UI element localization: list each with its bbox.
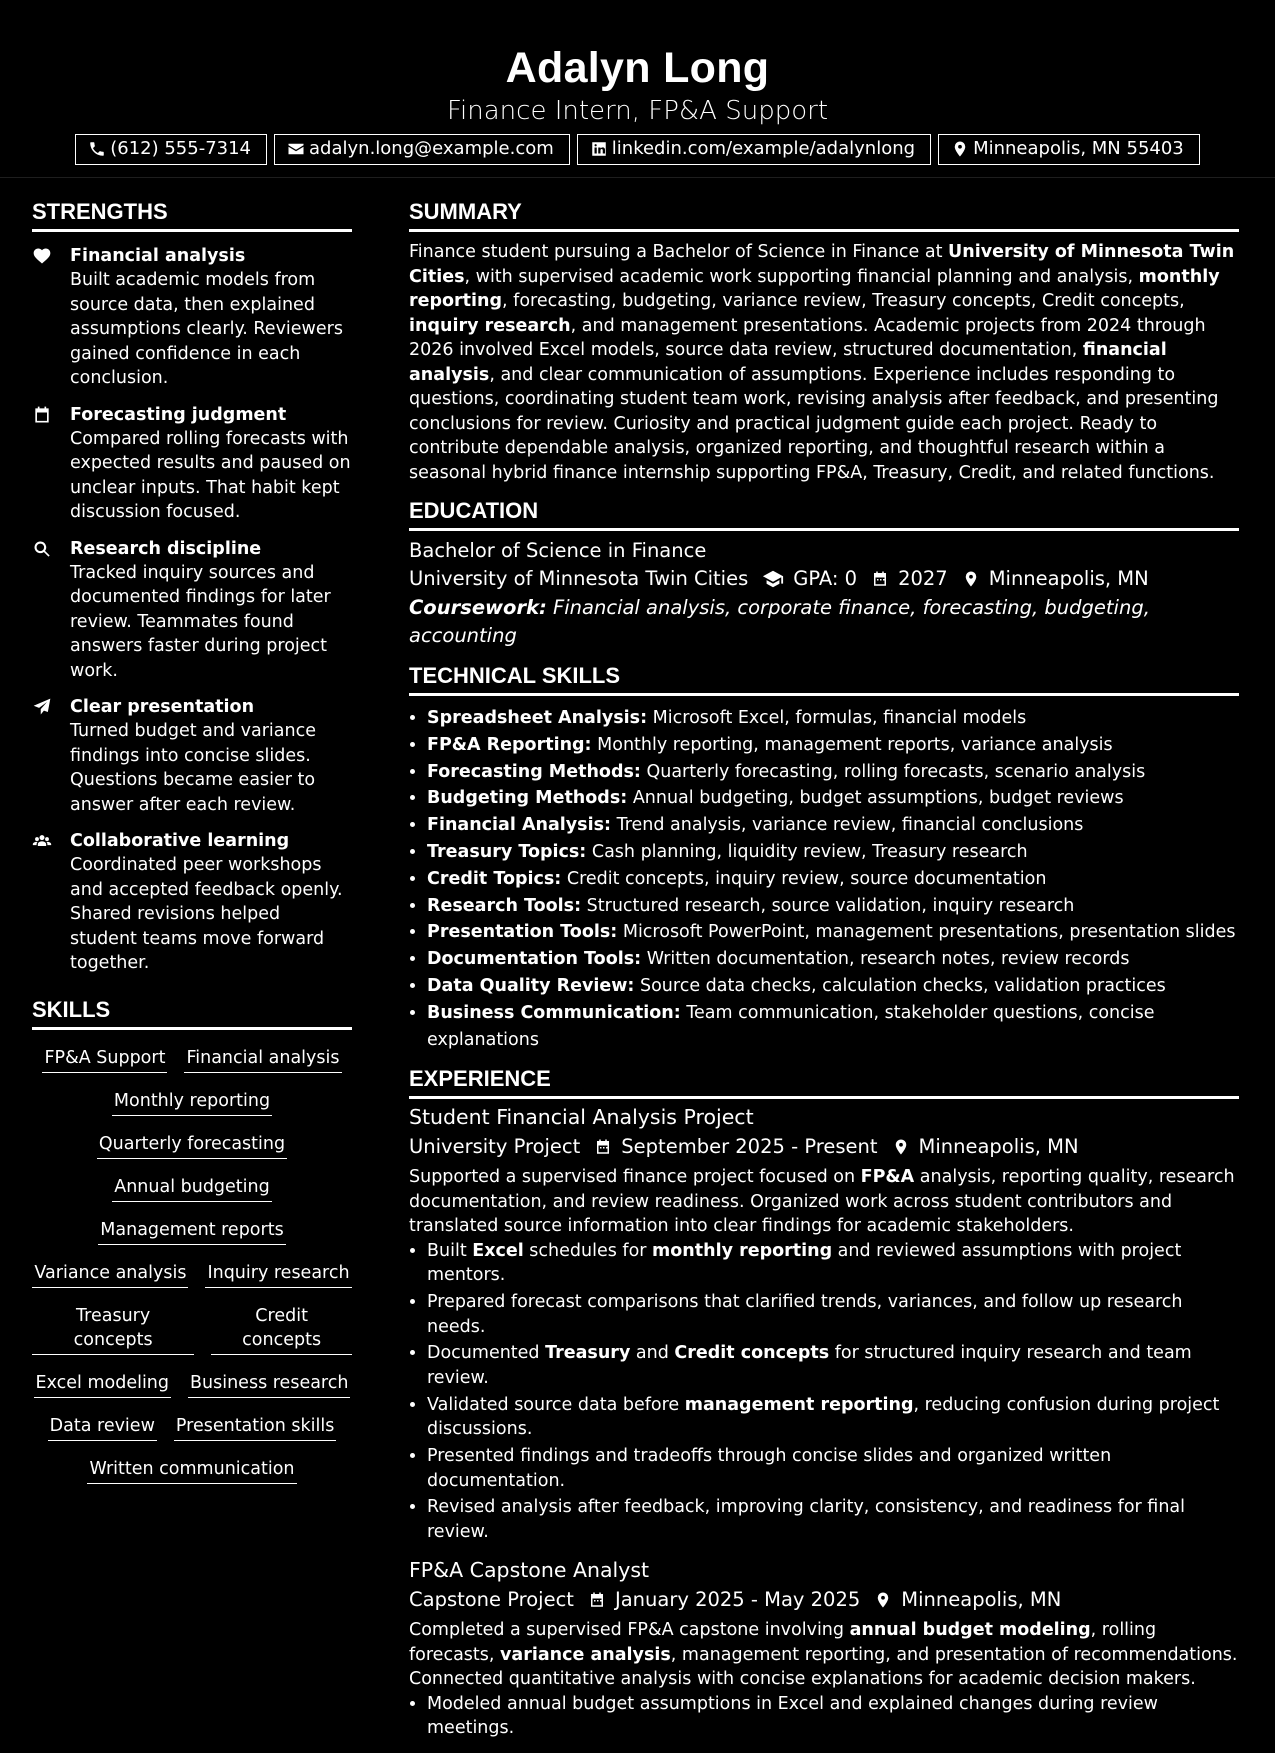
- graduation-year: 2027: [898, 567, 948, 590]
- strength-description: Compared rolling forecasts with expected results and paused on unclear inputs. That habit kept discussion focused.: [70, 428, 351, 522]
- technical-skill-item: [427, 893, 1239, 920]
- job-bullet: • Modeled annual budget assumptions in Excel and explained changes during review meetings.: [427, 1692, 1239, 1741]
- job-org: University Project: [409, 1135, 581, 1159]
- technical-skill-values: Microsoft PowerPoint, management presentations, presentation slides: [622, 922, 1236, 943]
- skill-row: [32, 1261, 352, 1288]
- job-bullet: • Built Excel schedules for monthly reporting and reviewed assumptions with project mentors.: [427, 1239, 1239, 1288]
- technical-skill-values: Cash planning, liquidity review, Treasury research: [591, 841, 1028, 862]
- job-bullets: [409, 1239, 1239, 1544]
- linkedin-contact[interactable]: [577, 134, 931, 165]
- contact-bar: [0, 134, 1275, 165]
- coursework-text: Financial analysis, corporate finance, forecasting, budgeting, accounting: [409, 596, 1150, 647]
- skill-tag: Presentation skills: [174, 1414, 336, 1441]
- strength-title: Financial analysis: [70, 246, 246, 266]
- skill-tag: Written communication: [87, 1457, 296, 1484]
- technical-skill-item: [427, 973, 1239, 1000]
- technical-skill-item: [427, 866, 1239, 893]
- technical-skill-category: Documentation Tools:: [427, 949, 642, 970]
- technical-skill-category: Credit Topics:: [427, 868, 562, 889]
- heart-icon: [32, 244, 56, 391]
- school: University of Minnesota Twin Cities: [409, 567, 749, 590]
- skill-tag: Credit concepts: [211, 1304, 352, 1355]
- job-bullet: • Documented Treasury and Credit concepts for structured inquiry research and team review.: [427, 1341, 1239, 1390]
- paper-plane-icon: [32, 695, 56, 817]
- technical-skill-category: Research Tools:: [427, 895, 582, 916]
- phone-contact[interactable]: [75, 134, 267, 165]
- job-description: Supported a supervised finance project focused on FP&A analysis, reporting quality, research documentation, and review readiness. Organized work across student contributors and translated source information into clear findings for academic stakeholders.: [409, 1167, 1235, 1237]
- email-text: adalyn.long@example.com: [309, 138, 554, 159]
- coursework: [409, 594, 1239, 650]
- strength-description: Turned budget and variance findings into concise slides. Questions became easier to answer after each review.: [70, 721, 316, 815]
- phone-icon: [88, 140, 106, 158]
- skill-row: [32, 1457, 352, 1484]
- calendar-icon: [594, 1138, 612, 1156]
- technical-skills-heading: TECHNICAL SKILLS: [409, 662, 1239, 696]
- calendar-icon: [588, 1591, 606, 1609]
- skill-tag: Quarterly forecasting: [97, 1132, 287, 1159]
- skill-row: [32, 1046, 352, 1073]
- coursework-label: Coursework:: [409, 596, 547, 619]
- map-pin-icon: [962, 570, 980, 588]
- technical-skill-item: [427, 839, 1239, 866]
- technical-skill-values: Structured research, source validation, inquiry research: [586, 895, 1075, 916]
- strength-description: Built academic models from source data, then explained assumptions clearly. Reviewers gained confidence in each conclusion.: [70, 270, 343, 388]
- technical-skill-category: FP&A Reporting:: [427, 734, 592, 755]
- job-bullet: • Revised analysis after feedback, improving clarity, consistency, and readiness for final review.: [427, 1495, 1239, 1544]
- skill-row: [32, 1414, 352, 1441]
- job-bullet: • Prepared forecast comparisons that clarified trends, variances, and follow up research needs.: [427, 1290, 1239, 1339]
- strength-title: Research discipline: [70, 538, 262, 559]
- search-icon: [32, 537, 56, 684]
- technical-skill-category: Data Quality Review:: [427, 975, 635, 996]
- email-contact[interactable]: [274, 134, 570, 165]
- technical-skill-values: Team communication, stakeholder questions, concise explanations: [427, 1002, 1155, 1050]
- location-text: Minneapolis, MN 55403: [973, 138, 1184, 159]
- map-pin-icon: [874, 1591, 892, 1609]
- candidate-name: Adalyn Long: [505, 44, 770, 92]
- job-location: Minneapolis, MN: [901, 1588, 1062, 1612]
- envelope-icon: [287, 140, 305, 158]
- candidate-title: Finance Intern, FP&A Support: [446, 96, 829, 126]
- technical-skill-values: Credit concepts, inquiry review, source documentation: [566, 868, 1047, 889]
- skill-tag: Business research: [188, 1371, 350, 1398]
- skills-list: [32, 1042, 352, 1484]
- job-title: FP&A Capstone Analyst: [409, 1558, 650, 1583]
- strength-item: [32, 695, 352, 817]
- experience-item: [409, 1103, 1239, 1544]
- users-icon: [32, 829, 56, 976]
- skill-row: [32, 1175, 352, 1202]
- location-contact: [938, 134, 1200, 165]
- technical-skill-values: Microsoft Excel, formulas, financial models: [652, 708, 1027, 728]
- summary-text: Finance student pursuing a Bachelor of Science in Finance at University of Minnesota Twin Cities, with supervised academic work supporting financial planning and analysis, monthly reporting, forecasting, budgeting, variance review, Treasury concepts, Credit concepts, inquiry research, and management presentations. Academic projects from 2024 through 2026 involved Excel models, source data review, structured documentation, financial analysis, and clear communication of assumptions. Experience includes responding to questions, coordinating student team work, revising analysis after feedback, and presenting conclusions for review. Curiosity and practical judgment guide each project. Ready to contribute dependable analysis, organized reporting, and thoughtful research within a seasonal hybrid finance internship supporting FP&A, Treasury, Credit, and related functions.: [409, 242, 1235, 483]
- job-bullet: • Presented findings and tradeoffs through concise slides and organized written documentation.: [427, 1444, 1239, 1493]
- skill-tag: Monthly reporting: [112, 1089, 272, 1116]
- strength-item: [32, 244, 352, 391]
- technical-skills-list: [409, 705, 1239, 1053]
- technical-skill-category: Spreadsheet Analysis:: [427, 708, 648, 728]
- strength-item: [32, 403, 352, 525]
- job-bullets: [409, 1692, 1239, 1741]
- technical-skill-values: Source data checks, calculation checks, validation practices: [639, 975, 1166, 996]
- summary-heading: SUMMARY: [409, 198, 1239, 232]
- technical-skill-category: Presentation Tools:: [427, 922, 618, 943]
- left-column: [32, 198, 352, 1753]
- technical-skill-item: [427, 732, 1239, 759]
- experience-item: [409, 1556, 1239, 1741]
- skill-row: [32, 1371, 352, 1398]
- strength-title: Clear presentation: [70, 697, 255, 717]
- technical-skill-item: [427, 919, 1239, 946]
- skill-row: [32, 1218, 352, 1245]
- skill-row: [32, 1089, 352, 1116]
- technical-skill-item: [427, 785, 1239, 812]
- technical-skill-item: [427, 705, 1239, 732]
- technical-skill-category: Treasury Topics:: [427, 841, 587, 862]
- calendar-icon: [871, 570, 889, 588]
- skill-tag: Variance analysis: [32, 1261, 188, 1288]
- linkedin-text: linkedin.com/example/adalynlong: [611, 138, 916, 159]
- degree: Bachelor of Science in Finance: [409, 539, 707, 562]
- job-bullet: • Validated source data before management reporting, reducing confusion during project discussions.: [427, 1393, 1239, 1442]
- skill-tag: Treasury concepts: [32, 1304, 194, 1355]
- job-title: Student Financial Analysis Project: [409, 1105, 754, 1130]
- education-heading: EDUCATION: [409, 497, 1239, 531]
- technical-skill-category: Forecasting Methods:: [427, 761, 641, 782]
- graduation-cap-icon: [762, 568, 784, 590]
- job-org: Capstone Project: [409, 1588, 574, 1612]
- job-meta: [409, 1584, 1239, 1616]
- skill-tag: Annual budgeting: [112, 1175, 272, 1202]
- map-pin-icon: [892, 1138, 910, 1156]
- technical-skill-values: Monthly reporting, management reports, variance analysis: [597, 734, 1113, 755]
- technical-skill-values: Quarterly forecasting, rolling forecasts, scenario analysis: [646, 761, 1146, 782]
- job-description: Completed a supervised FP&A capstone involving annual budget modeling, rolling forecasts, variance analysis, management reporting, and presentation of recommendations. Connected quantitative analysis with concise explanations for academic decision makers.: [409, 1620, 1238, 1690]
- technical-skill-category: Business Communication:: [427, 1002, 681, 1023]
- strengths-list: [32, 244, 352, 976]
- strength-item: [32, 537, 352, 684]
- strengths-heading: STRENGTHS: [32, 198, 352, 232]
- right-column: [409, 198, 1239, 1753]
- strength-description: Coordinated peer workshops and accepted feedback openly. Shared revisions helped student teams move forward together.: [70, 855, 343, 973]
- skill-tag: Excel modeling: [34, 1371, 171, 1398]
- skill-tag: Financial analysis: [184, 1046, 341, 1073]
- experience-list: [409, 1103, 1239, 1740]
- phone-text: (612) 555-7314: [110, 138, 252, 159]
- technical-skill-item: [427, 946, 1239, 973]
- strength-item: [32, 829, 352, 976]
- experience-heading: EXPERIENCE: [409, 1065, 1239, 1099]
- job-dates: September 2025 - Present: [621, 1135, 878, 1159]
- job-location: Minneapolis, MN: [918, 1135, 1079, 1159]
- calendar-icon: [32, 403, 56, 525]
- skill-row: [32, 1132, 352, 1159]
- strength-title: Forecasting judgment: [70, 404, 287, 425]
- skill-tag: Management reports: [98, 1218, 285, 1245]
- skill-row: [32, 1304, 352, 1355]
- skill-tag: Data review: [48, 1414, 157, 1441]
- job-meta: [409, 1131, 1239, 1163]
- education-location: Minneapolis, MN: [988, 567, 1149, 590]
- technical-skill-values: Trend analysis, variance review, financial conclusions: [616, 815, 1084, 836]
- resume-header: [0, 0, 1275, 178]
- technical-skill-item: [427, 812, 1239, 839]
- linkedin-icon: [590, 140, 608, 158]
- technical-skill-item: [427, 1000, 1239, 1054]
- skill-tag: FP&A Support: [42, 1046, 167, 1073]
- technical-skill-category: Financial Analysis:: [427, 815, 611, 836]
- job-dates: January 2025 - May 2025: [614, 1588, 861, 1612]
- strength-description: Tracked inquiry sources and documented findings for later review. Teammates found answers faster during project work.: [70, 562, 331, 681]
- skill-tag: Inquiry research: [205, 1261, 351, 1288]
- skills-heading: SKILLS: [32, 996, 352, 1030]
- technical-skill-values: Written documentation, research notes, review records: [646, 949, 1130, 970]
- technical-skill-values: Annual budgeting, budget assumptions, budget reviews: [632, 788, 1124, 809]
- gpa: GPA: 0: [793, 567, 858, 590]
- technical-skill-item: [427, 759, 1239, 786]
- technical-skill-category: Budgeting Methods:: [427, 788, 628, 809]
- map-pin-icon: [951, 140, 969, 158]
- strength-title: Collaborative learning: [70, 831, 290, 851]
- education-meta: [409, 564, 1239, 594]
